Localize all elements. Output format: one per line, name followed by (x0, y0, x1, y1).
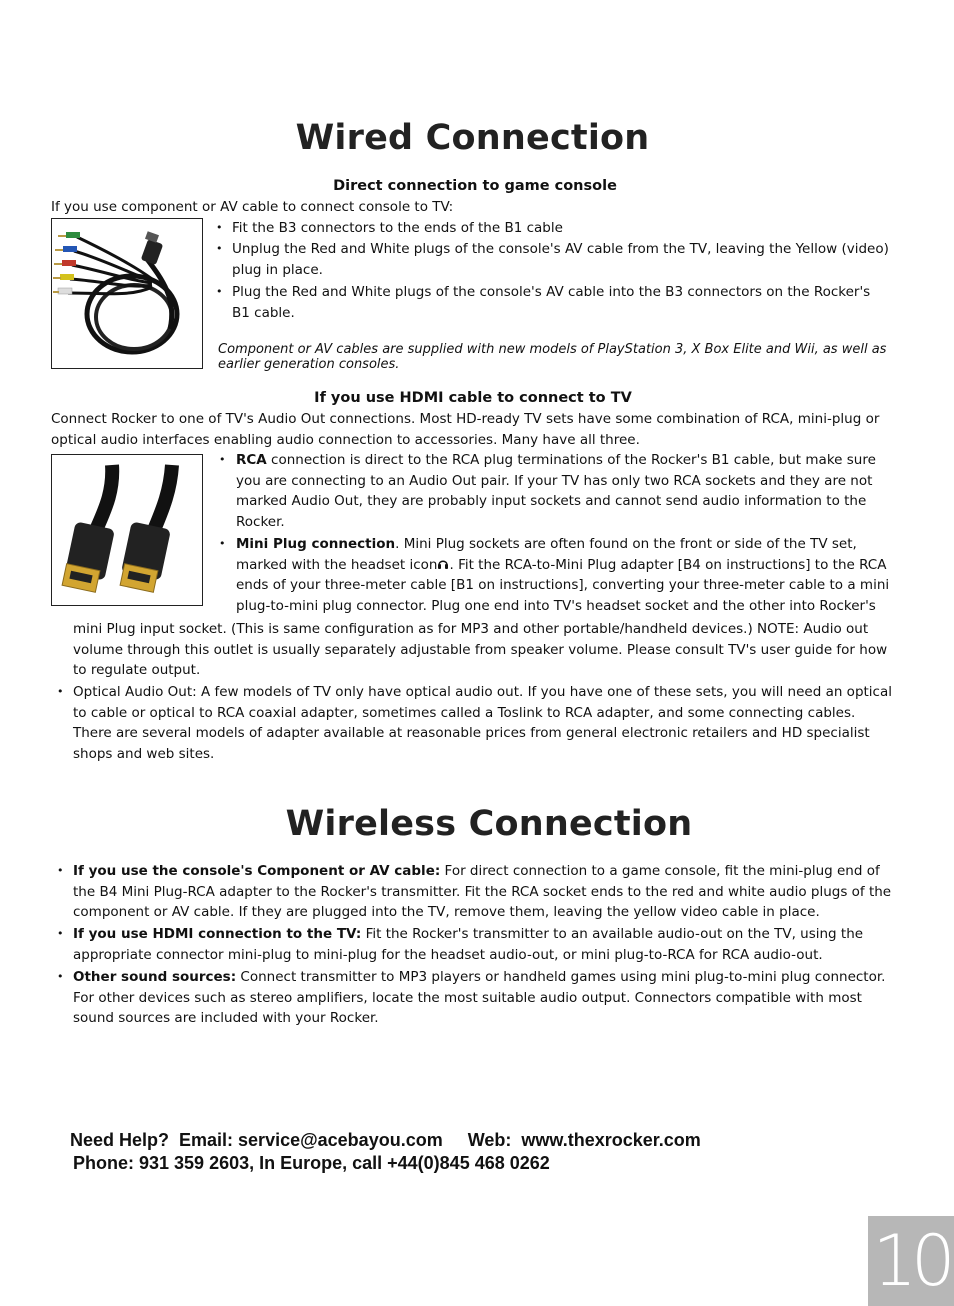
bullet-marker: • (216, 285, 223, 298)
wireless-title: Wireless Connection (285, 804, 693, 844)
wireless-item-1-text: For direct connection to a game console, fit the mini-plug end of the B4 Mini Plug-RCA adapter to the Rocker's transmitter. Fit the RCA socket ends to the red and white audio plugs of the component or AV cable. If they are plugged into the TV, remove them, leaving the yellow video cable in place. (73, 863, 892, 921)
mini-plug-text-a: . Mini Plug sockets are often found on the front or side of the TV set, marked with the headset icon (236, 536, 857, 573)
hdmi-heading: If you use HDMI cable to connect to TV (314, 390, 632, 406)
mini-plug-paragraph (236, 534, 894, 617)
mini-plug-continued: mini Plug input socket. (This is same configuration as for MP3 and other portable/handheld devices.) NOTE: Audio out volume through this outlet is usually separately adjustable from speaker volume. Please consult TV's user guide for how to regulate output. (73, 621, 888, 679)
rca-label: RCA (236, 452, 267, 468)
direct-bullet-2: Unplug the Red and White plugs of the console's AV cable from the TV, leaving the Yellow (video) plug in place. (232, 241, 889, 278)
wireless-item-2-label: If you use HDMI connection to the TV: (73, 926, 362, 942)
wireless-item-1-label: If you use the console's Component or AV cable: (73, 863, 441, 879)
bullet-marker: • (219, 537, 226, 550)
bullet-marker: • (216, 242, 223, 255)
av-cable-photo (51, 218, 203, 369)
direct-bullet-1: Fit the B3 connectors to the ends of the B1 cable (232, 220, 563, 236)
bullet-marker: • (216, 221, 223, 234)
direct-intro: If you use component or AV cable to connect console to TV: (51, 199, 454, 215)
direct-heading: Direct connection to game console (333, 178, 617, 194)
wireless-item-2-text: Fit the Rocker's transmitter to an available audio-out on the TV, using the appropriate connector mini-plug to mini-plug for the headset audio-out, or mini plug-to-RCA for RCA audio-out. (73, 926, 864, 963)
page-number: 10 (872, 1220, 950, 1302)
direct-note: Component or AV cables are supplied with new models of PlayStation 3, X Box Elite and Wii, as well as earlier generation consoles. (218, 342, 887, 372)
help-contact-line: Need Help? Email: service@acebayou.com Web: www.thexrocker.com (70, 1130, 701, 1150)
rca-text: connection is direct to the RCA plug terminations of the Rocker's B1 cable, but make sure you are connecting to an Audio Out pair. If your TV has only two RCA sockets and they are not marked Audio Out, they are probably input sockets and cannot send audio information to the Rocker. (236, 452, 876, 531)
bullet-marker: • (57, 864, 64, 877)
headset-icon (437, 556, 449, 569)
wireless-item-2 (73, 924, 895, 965)
wired-title: Wired Connection (295, 118, 650, 158)
bullet-marker: • (57, 927, 64, 940)
wireless-item-3 (73, 967, 895, 1029)
page-number-box (868, 1216, 954, 1306)
help-phone-line: Phone: 931 359 2603, In Europe, call +44(0)845 468 0262 (73, 1153, 550, 1173)
wireless-item-3-text: Connect transmitter to MP3 players or handheld games using mini plug-to-mini plug connector. For other devices such as stereo amplifiers, locate the most suitable audio output. Connectors compatible with most sound sources are included with your Rocker. (73, 969, 886, 1027)
direct-bullet-3: Plug the Red and White plugs of the console's AV cable into the B3 connectors on the Rocker's B1 cable. (232, 284, 871, 321)
wireless-item-3-label: Other sound sources: (73, 969, 237, 985)
optical-paragraph: Optical Audio Out: A few models of TV only have optical audio out. If you have one of these sets, you will need an optical to cable or optical to RCA coaxial adapter, sometimes called a Toslink to RCA adapter, and some connecting cables. There are several models of adapter available at reasonable prices from general electronic retailers and HD specialist shops and web sites. (73, 684, 893, 763)
hdmi-intro: Connect Rocker to one of TV's Audio Out connections. Most HD-ready TV sets have some combination of RCA, mini-plug or optical audio interfaces enabling audio connection to accessories. Many have all three. (51, 411, 880, 448)
wireless-item-1 (73, 861, 895, 923)
mini-plug-label: Mini Plug connection (236, 536, 396, 552)
av-cable-icon (52, 219, 202, 368)
bullet-marker: • (219, 453, 226, 466)
mini-plug-text-b: . Fit the RCA-to-Mini Plug adapter [B4 on instructions] to the RCA ends of your three-meter cable [B1 on instructions], converting your three-meter cable to a mini plug-to-mini plug connector. Plug one end into TV's headset socket and the other into Rocker's (236, 556, 890, 615)
hdmi-cable-photo (51, 454, 203, 606)
bullet-marker: • (57, 970, 64, 983)
rca-paragraph (236, 450, 896, 533)
bullet-marker: • (57, 685, 64, 698)
hdmi-cable-icon (52, 455, 202, 605)
